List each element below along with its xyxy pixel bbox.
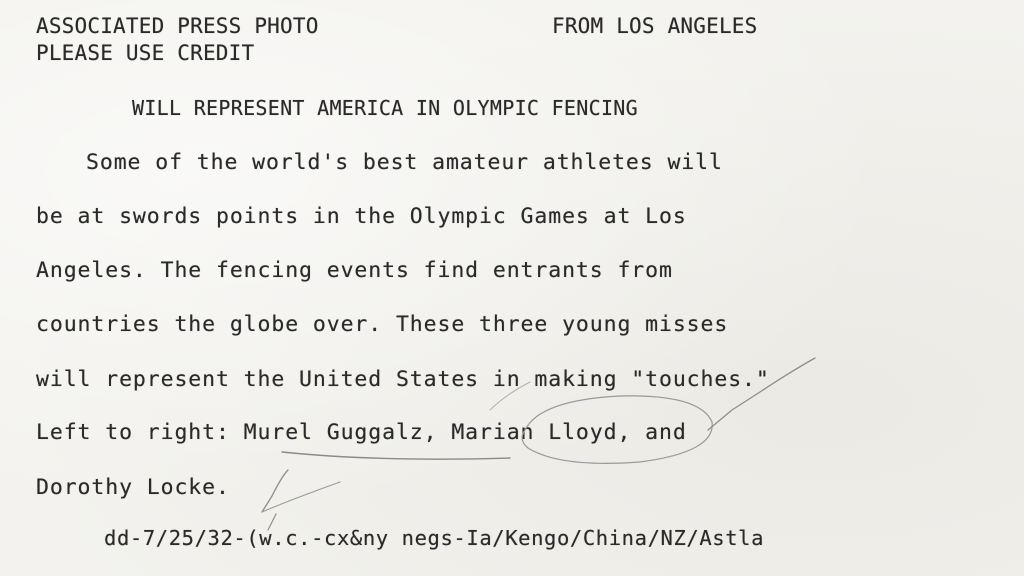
credit-label: PLEASE USE CREDIT <box>36 41 255 65</box>
body-line-2: be at swords points in the Olympic Games at Los <box>36 204 687 229</box>
agency-label: ASSOCIATED PRESS PHOTO <box>36 14 319 38</box>
body-line-7: Dorothy Locke. <box>36 475 230 500</box>
origin-label: FROM LOS ANGELES <box>552 14 758 38</box>
check-mark-3 <box>262 482 340 512</box>
body-line-4: countries the globe over. These three young misses <box>36 312 729 337</box>
footer-code: dd-7/25/32-(w.c.-cx&ny negs-Ia/Kengo/China/NZ/Astla <box>104 526 765 550</box>
underline-mark <box>282 452 510 459</box>
body-line-1: Some of the world's best amateur athletes will <box>86 150 723 175</box>
check-mark-2 <box>262 470 288 512</box>
body-line-3: Angeles. The fencing events find entrants from <box>36 258 673 283</box>
headline: WILL REPRESENT AMERICA IN OLYMPIC FENCING <box>132 96 638 120</box>
body-line-6: Left to right: Murel Guggalz, Marian Lloyd, and <box>36 420 687 445</box>
body-line-5: will represent the United States in making "touches." <box>36 367 770 392</box>
